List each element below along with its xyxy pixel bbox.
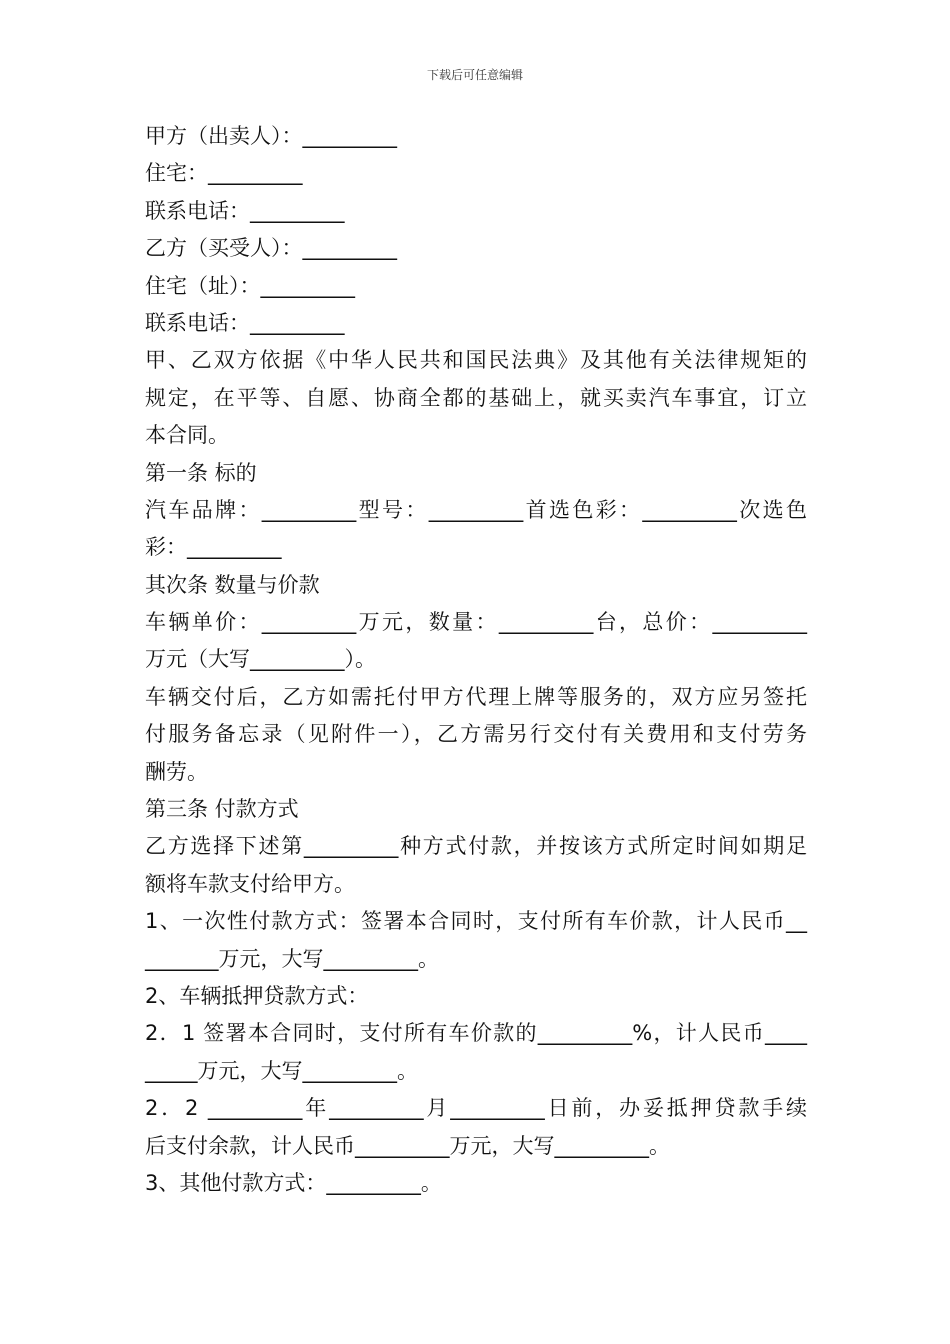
article-3-heading: 第三条 付款方式 (145, 797, 299, 822)
preamble-line: 规定，在平等、自愿、协商全都的基础上，就买卖汽车事宜，订立 (145, 385, 807, 410)
seller-line: 甲方（出卖人）：_________ (145, 124, 397, 148)
seller-address-line: 住宅：_________ (145, 161, 303, 186)
payment-option-2-2: 2．2 _________年_________月_________日前，办妥抵押贷款手续 (145, 1096, 807, 1121)
buyer-phone-line: 联系电话：_________ (145, 310, 345, 335)
page-header-note: 下载后可任意编辑 (426, 68, 523, 82)
preamble-line: 本合同。 (145, 423, 229, 448)
article-1-line: 汽车品牌：_________型号：_________首选色彩：_________次选色 (145, 497, 807, 522)
article-3-line: 额将车款支付给甲方。 (145, 871, 355, 896)
buyer-address-line: 住宅（址）：_________ (145, 273, 355, 298)
payment-option-2: 2、车辆抵押贷款方式： (145, 983, 369, 1008)
article-3-line: 乙方选择下述第_________种方式付款，并按该方式所定时间如期足 (145, 834, 807, 859)
article-2-line: 万元（大写_________）。 (145, 647, 376, 672)
article-2-line: 酬劳。 (145, 759, 208, 784)
payment-option-2-1: 2．1 签署本合同时，支付所有车价款的_________%，计人民币____ (145, 1021, 807, 1046)
article-2-line: 付服务备忘录（见附件一），乙方需另行交付有关费用和支付劳务 (145, 722, 807, 747)
payment-option-2-1: _____万元，大写_________。 (145, 1058, 418, 1083)
contract-body (145, 118, 807, 1202)
article-2-line: 车辆单价：_________万元，数量：_________台，总价：_________ (145, 610, 807, 635)
payment-option-1: _______万元，大写_________。 (145, 946, 439, 971)
preamble-line: 甲、乙双方依据《中华人民共和国民法典》及其他有关法律规矩的 (145, 348, 807, 373)
article-1-line: 彩：_________ (145, 535, 282, 560)
article-1-heading: 第一条 标的 (145, 460, 257, 485)
payment-option-2-2: 后支付余款，计人民币_________万元，大写_________。 (145, 1133, 670, 1158)
article-2-line: 车辆交付后，乙方如需托付甲方代理上牌等服务的，双方应另签托 (145, 684, 807, 709)
payment-option-3: 3、其他付款方式：_________。 (145, 1170, 442, 1195)
article-2-heading: 其次条 数量与价款 (145, 572, 320, 597)
seller-phone-line: 联系电话：_________ (145, 198, 345, 223)
payment-option-1: 1、一次性付款方式：签署本合同时，支付所有车价款，计人民币__ (145, 909, 807, 934)
buyer-line: 乙方（买受人）：_________ (145, 236, 397, 261)
